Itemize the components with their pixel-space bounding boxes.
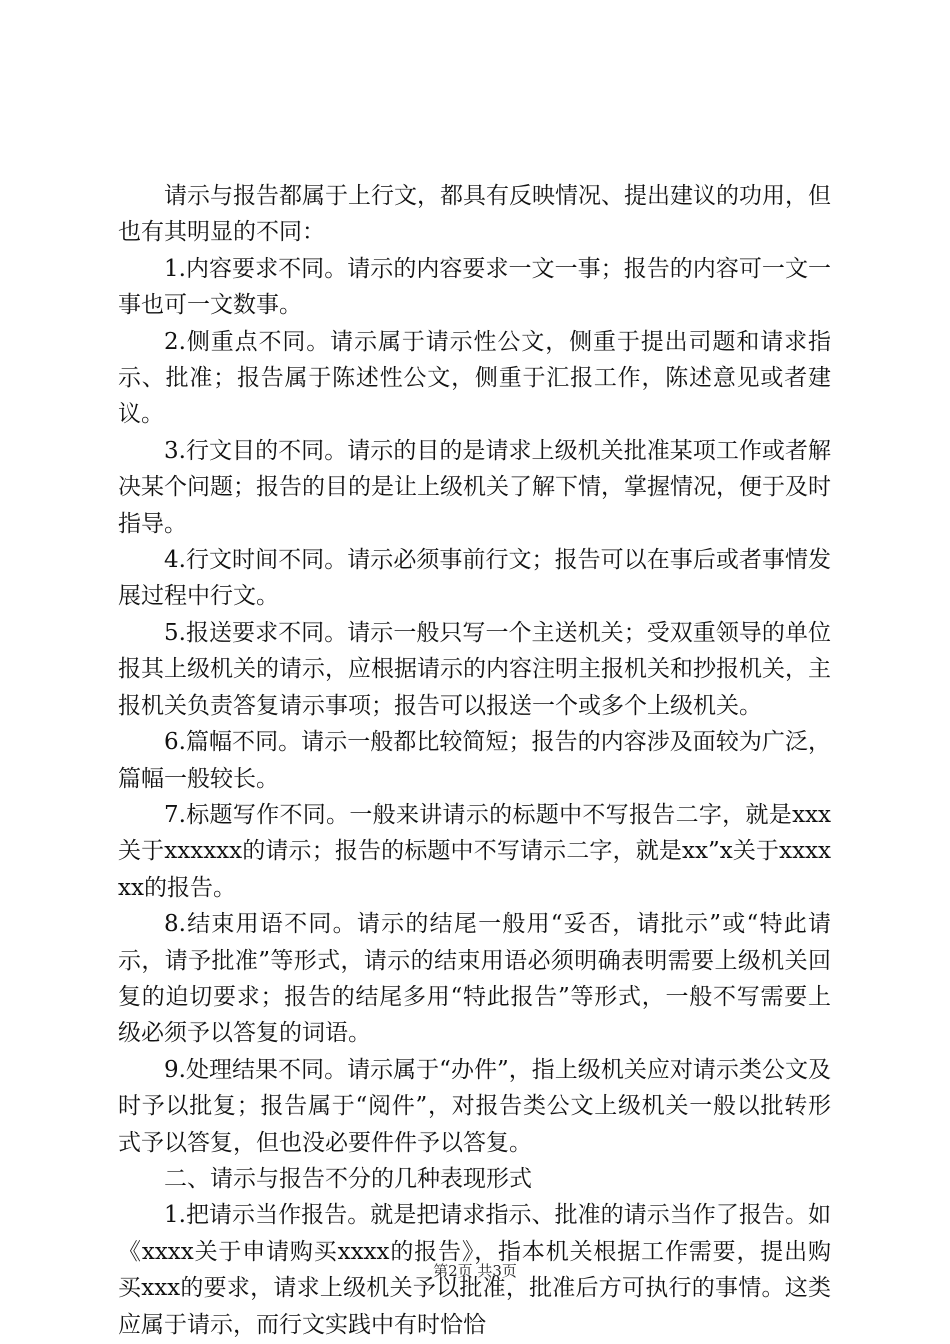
paragraph-point-1: 1.内容要求不同。请示的内容要求一文一事；报告的内容可一文一事也可一文数事。 (118, 255, 831, 319)
page-number-footer: 第2页 共3页 (433, 1262, 517, 1280)
paragraph-point-6: 6.篇幅不同。请示一般都比较简短；报告的内容涉及面较为广泛，篇幅一般较长。 (118, 729, 831, 792)
paragraph-intro: 请示与报告都属于上行文，都具有反映情况、提出建议的功用，但也有其明显的不同： (118, 183, 831, 246)
paragraph-point-4: 4.行文时间不同。请示必须事前行文；报告可以在事后或者事情发展过程中行文。 (118, 547, 831, 610)
paragraph-point-9: 9.处理结果不同。请示属于“办件”，指上级机关应对请示类公文及时予以批复；报告属于“阅件”，对报告类公文上级机关一般以批转形式予以答复，但也没必要件件予以答复。 (118, 1056, 831, 1156)
paragraph-form-1: 1.把请示当作报告。就是把请求指示、批准的请示当作了报告。如《xxxx关于申请购买xxxx的报告》，指本机关根据工作需要，提出购买xxx的要求，请求上级机关予以批准，批准后方可执行的事情。这类应属于请示，而行文实践中有时恰恰 (118, 1202, 831, 1338)
paragraph-point-2: 2.侧重点不同。请示属于请示性公文，侧重于提出司题和请求指示、批准；报告属于陈述性公文，侧重于汇报工作，陈述意见或者建议。 (118, 328, 831, 428)
paragraph-point-5: 5.报送要求不同。请示一般只写一个主送机关；受双重领导的单位报其上级机关的请示，应根据请示的内容注明主报机关和抄报机关，主报机关负责答复请示事项；报告可以报送一个或多个上级机关。 (118, 619, 831, 719)
paragraph-point-3: 3.行文目的不同。请示的目的是请求上级机关批准某项工作或者解决某个问题；报告的目的是让上级机关了解下情，掌握情况，便于及时指导。 (118, 437, 831, 537)
section-heading: 二、请示与报告不分的几种表现形式 (164, 1165, 532, 1192)
document-body (118, 178, 831, 1343)
paragraph-point-8: 8.结束用语不同。请示的结尾一般用“妥否，请批示”或“特此请示，请予批准”等形式，请示的结束用语必须明确表明需要上级机关回复的迫切要求；报告的结尾多用“特此报告”等形式，一般不写需要上级必须予以答复的词语。 (118, 911, 831, 1047)
paragraph-point-7: 7.标题写作不同。一般来讲请示的标题中不写报告二字，就是xxx关于xxxxxx的请示；报告的标题中不写请示二字，就是xx”x关于xxxxxx的报告。 (118, 801, 831, 901)
